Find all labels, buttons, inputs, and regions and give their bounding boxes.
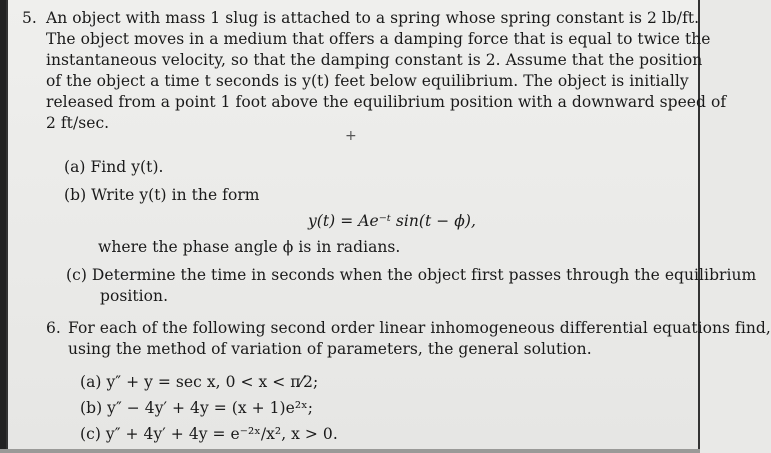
problem-6-part-c: (c) y″ + 4y′ + 4y = e⁻²ˣ/x², x > 0. [80,425,338,443]
problem-5-line-5: released from a point 1 foot above the equilibrium position with a downward speed of [46,93,727,111]
bottom-shadow [0,449,700,453]
problem-6-number: 6. [46,319,61,337]
problem-5-line-4: of the object a time t seconds is y(t) feet below equilibrium. The object is initially [46,72,689,90]
problem-5-line-2: The object moves in a medium that offers a damping force that is equal to twice the [46,30,711,48]
problem-6-line-2: using the method of variation of parameters, the general solution. [68,340,592,358]
problem-5-part-c-line-2: position. [100,287,169,305]
problem-5-part-a: (a) Find y(t). [64,158,164,176]
problem-5-part-c-line-1: (c) Determine the time in seconds when the object first passes through the equilibrium [66,266,757,284]
problem-5-phase-note: where the phase angle ϕ is in radians. [98,238,401,256]
problem-5-part-b: (b) Write y(t) in the form [64,186,260,204]
problem-5-formula: y(t) = Ae⁻ᵗ sin(t − ϕ), [308,212,476,230]
problem-6-part-b: (b) y″ − 4y′ + 4y = (x + 1)e²ˣ; [80,399,314,417]
problem-5-line-6: 2 ft/sec. [46,114,110,132]
problem-5-line-3: instantaneous velocity, so that the damping constant is 2. Assume that the position [46,51,703,69]
problem-6-line-1: For each of the following second order linear inhomogeneous differential equations find, [68,319,771,337]
problem-6-part-a: (a) y″ + y = sec x, 0 < x < π⁄2; [80,373,319,391]
problem-5-number: 5. [22,9,37,27]
cursor-crosshair-icon: + [345,128,357,144]
problem-5-line-1: An object with mass 1 slug is attached to a spring whose spring constant is 2 lb/ft. [46,9,700,27]
